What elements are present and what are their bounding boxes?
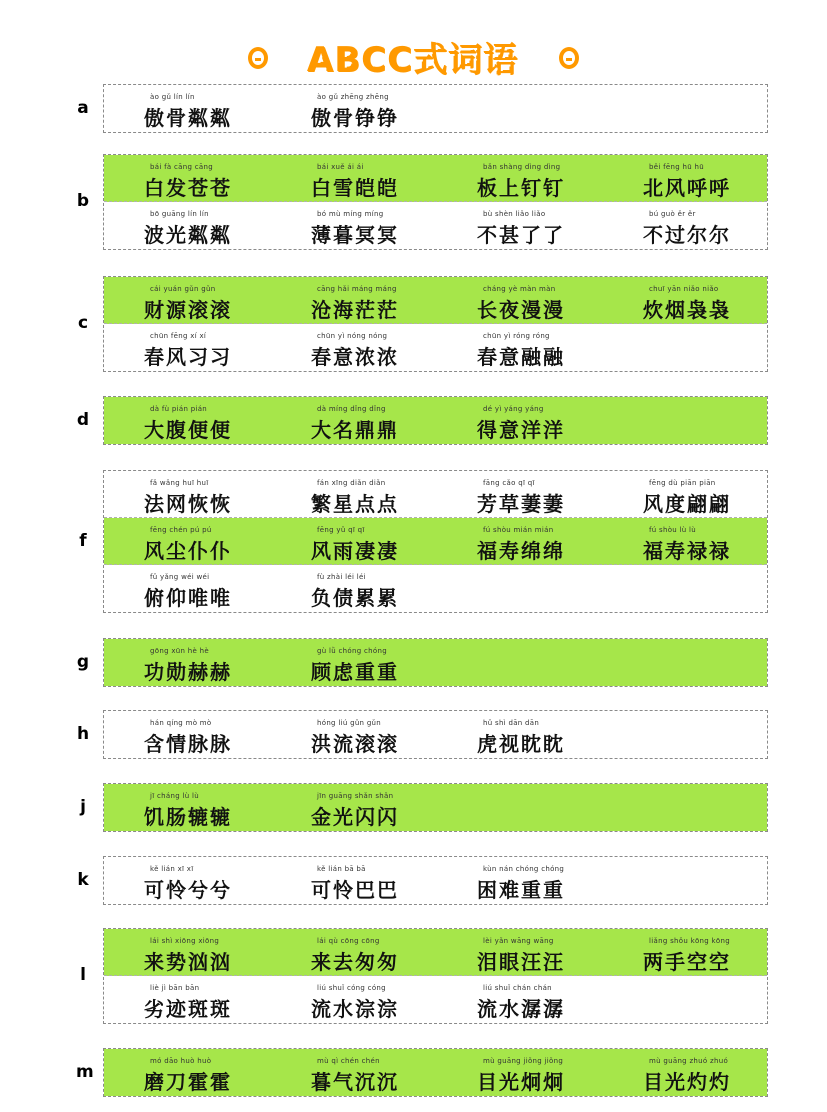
word-box bbox=[103, 1048, 768, 1097]
pinyin-text: mù qì chén chén bbox=[317, 1057, 380, 1065]
word-item bbox=[477, 929, 637, 975]
chinese-word: 北风呼呼 bbox=[643, 176, 731, 200]
word-row bbox=[104, 471, 767, 518]
chinese-word: 白雪皑皑 bbox=[311, 176, 399, 200]
chinese-word: 得意洋洋 bbox=[477, 418, 565, 442]
word-item bbox=[311, 518, 471, 564]
section-letter: l bbox=[80, 965, 86, 985]
word-item bbox=[144, 857, 304, 903]
word-row bbox=[104, 1049, 767, 1096]
chinese-word: 波光粼粼 bbox=[144, 223, 232, 247]
pinyin-text: hǔ shì dān dān bbox=[483, 719, 540, 727]
pinyin-text: ào gǔ lín lín bbox=[150, 93, 195, 101]
word-item bbox=[144, 518, 304, 564]
chinese-word: 流水淙淙 bbox=[311, 997, 399, 1021]
chinese-word: 白发苍苍 bbox=[144, 176, 232, 200]
word-row bbox=[104, 202, 767, 249]
pinyin-text: chūn fēng xí xí bbox=[150, 332, 207, 340]
chinese-word: 泪眼汪汪 bbox=[477, 950, 565, 974]
chinese-word: 磨刀霍霍 bbox=[144, 1070, 232, 1094]
pinyin-text: ào gǔ zhēng zhēng bbox=[317, 93, 389, 101]
word-item bbox=[477, 324, 637, 370]
pinyin-text: gù lǜ chóng chóng bbox=[317, 647, 387, 655]
word-row bbox=[104, 857, 767, 904]
word-row bbox=[104, 518, 767, 565]
chinese-word: 财源滚滚 bbox=[144, 298, 232, 322]
word-item bbox=[311, 397, 471, 443]
word-item bbox=[643, 471, 803, 517]
pinyin-text: chuī yān niǎo niǎo bbox=[649, 285, 719, 293]
word-item bbox=[144, 1049, 304, 1095]
word-item bbox=[311, 857, 471, 903]
chinese-word: 含情脉脉 bbox=[144, 732, 232, 756]
pinyin-text: bái xuě ái ái bbox=[317, 163, 364, 171]
word-item bbox=[643, 277, 803, 323]
minus-circle-icon bbox=[248, 47, 268, 69]
pinyin-text: cāng hǎi máng máng bbox=[317, 285, 397, 293]
word-item bbox=[477, 155, 637, 201]
chinese-word: 法网恢恢 bbox=[144, 492, 232, 516]
section-letter: b bbox=[76, 191, 90, 211]
word-row bbox=[104, 324, 767, 371]
chinese-word: 两手空空 bbox=[643, 950, 731, 974]
word-box bbox=[103, 928, 768, 1024]
section-letter: g bbox=[76, 651, 90, 672]
pinyin-text: bó mù míng míng bbox=[317, 210, 384, 218]
pinyin-text: fǎ wǎng huī huī bbox=[150, 479, 209, 487]
word-box bbox=[103, 470, 768, 613]
word-row bbox=[104, 784, 767, 831]
section-letter: m bbox=[76, 1061, 94, 1082]
word-item bbox=[477, 471, 637, 517]
word-box bbox=[103, 638, 768, 687]
pinyin-text: cái yuán gǔn gǔn bbox=[150, 285, 216, 293]
pinyin-text: dé yì yáng yáng bbox=[483, 405, 544, 413]
word-item bbox=[477, 518, 637, 564]
pinyin-text: bú guò ěr ěr bbox=[649, 210, 696, 218]
word-item bbox=[477, 1049, 637, 1095]
word-item bbox=[311, 324, 471, 370]
pinyin-text: chūn yì nóng nóng bbox=[317, 332, 388, 340]
word-item bbox=[643, 518, 803, 564]
word-row bbox=[104, 397, 767, 444]
word-item bbox=[311, 277, 471, 323]
word-row bbox=[104, 976, 767, 1023]
chinese-word: 福寿禄禄 bbox=[643, 539, 731, 563]
chinese-word: 板上钉钉 bbox=[477, 176, 565, 200]
word-item bbox=[144, 471, 304, 517]
pinyin-text: mù guāng jiǒng jiǒng bbox=[483, 1057, 564, 1065]
pinyin-text: chūn yì róng róng bbox=[483, 332, 550, 340]
pinyin-text: mù guāng zhuó zhuó bbox=[649, 1057, 729, 1065]
chinese-word: 目光炯炯 bbox=[477, 1070, 565, 1094]
pinyin-text: jī cháng lù lù bbox=[150, 792, 199, 800]
word-item bbox=[311, 471, 471, 517]
chinese-word: 虎视眈眈 bbox=[477, 732, 565, 756]
chinese-word: 顾虑重重 bbox=[311, 660, 399, 684]
word-item bbox=[144, 639, 304, 685]
word-item bbox=[477, 857, 637, 903]
pinyin-text: jīn guāng shǎn shǎn bbox=[317, 792, 394, 800]
chinese-word: 来势汹汹 bbox=[144, 950, 232, 974]
pinyin-text: lái shì xiōng xiōng bbox=[150, 937, 220, 945]
chinese-word: 困难重重 bbox=[477, 878, 565, 902]
word-row bbox=[104, 85, 767, 132]
word-item bbox=[311, 929, 471, 975]
chinese-word: 福寿绵绵 bbox=[477, 539, 565, 563]
pinyin-text: dà fù pián pián bbox=[150, 405, 208, 413]
word-box bbox=[103, 276, 768, 372]
word-item bbox=[643, 929, 803, 975]
pinyin-text: fú shòu mián mián bbox=[483, 526, 554, 534]
chinese-word: 繁星点点 bbox=[311, 492, 399, 516]
chinese-word: 流水潺潺 bbox=[477, 997, 565, 1021]
chinese-word: 暮气沉沉 bbox=[311, 1070, 399, 1094]
word-item bbox=[144, 397, 304, 443]
word-row bbox=[104, 155, 767, 202]
word-item bbox=[477, 397, 637, 443]
pinyin-text: hán qíng mò mò bbox=[150, 719, 212, 727]
word-item bbox=[643, 1049, 803, 1095]
word-item bbox=[144, 929, 304, 975]
pinyin-text: fēng yǔ qī qī bbox=[317, 526, 365, 534]
word-item bbox=[477, 976, 637, 1022]
chinese-word: 春意浓浓 bbox=[311, 345, 399, 369]
word-item bbox=[477, 711, 637, 757]
pinyin-text: cháng yè màn màn bbox=[483, 285, 556, 293]
pinyin-text: liǎng shǒu kōng kōng bbox=[649, 937, 730, 945]
pinyin-text: fēng dù piān piān bbox=[649, 479, 716, 487]
word-item bbox=[144, 976, 304, 1022]
chinese-word: 不甚了了 bbox=[477, 223, 565, 247]
chinese-word: 傲骨铮铮 bbox=[311, 106, 399, 130]
chinese-word: 风尘仆仆 bbox=[144, 539, 232, 563]
word-item bbox=[311, 565, 471, 611]
word-box bbox=[103, 710, 768, 759]
section-letter: f bbox=[79, 530, 87, 551]
pinyin-text: gōng xūn hè hè bbox=[150, 647, 209, 655]
word-item bbox=[311, 784, 471, 830]
chinese-word: 目光灼灼 bbox=[643, 1070, 731, 1094]
chinese-word: 沧海茫茫 bbox=[311, 298, 399, 322]
pinyin-text: lái qù cōng cōng bbox=[317, 937, 380, 945]
chinese-word: 可怜兮兮 bbox=[144, 878, 232, 902]
pinyin-text: fēng chén pú pú bbox=[150, 526, 212, 534]
chinese-word: 芳草萋萋 bbox=[477, 492, 565, 516]
section-letter: k bbox=[77, 869, 89, 890]
chinese-word: 劣迹斑斑 bbox=[144, 997, 232, 1021]
pinyin-text: dà míng dǐng dǐng bbox=[317, 405, 386, 413]
word-item bbox=[144, 85, 304, 131]
pinyin-text: bù shèn liǎo liǎo bbox=[483, 210, 546, 218]
chinese-word: 可怜巴巴 bbox=[311, 878, 399, 902]
minus-circle-icon bbox=[559, 47, 579, 69]
word-item bbox=[144, 565, 304, 611]
word-row bbox=[104, 929, 767, 976]
chinese-word: 长夜漫漫 bbox=[477, 298, 565, 322]
pinyin-text: mó dāo huò huò bbox=[150, 1057, 212, 1065]
section-letter: d bbox=[76, 409, 90, 430]
chinese-word: 大腹便便 bbox=[144, 418, 232, 442]
chinese-word: 傲骨粼粼 bbox=[144, 106, 232, 130]
pinyin-text: kě lián bā bā bbox=[317, 865, 366, 873]
word-item bbox=[643, 202, 803, 248]
word-box bbox=[103, 154, 768, 250]
word-item bbox=[311, 155, 471, 201]
word-row bbox=[104, 565, 767, 612]
pinyin-text: kùn nán chóng chóng bbox=[483, 865, 565, 873]
word-item bbox=[477, 277, 637, 323]
pinyin-text: hóng liú gǔn gǔn bbox=[317, 719, 382, 727]
chinese-word: 春意融融 bbox=[477, 345, 565, 369]
chinese-word: 薄暮冥冥 bbox=[311, 223, 399, 247]
word-item bbox=[311, 202, 471, 248]
chinese-word: 负债累累 bbox=[311, 586, 399, 610]
pinyin-text: lèi yǎn wāng wāng bbox=[483, 937, 554, 945]
chinese-word: 风度翩翩 bbox=[643, 492, 731, 516]
word-row bbox=[104, 639, 767, 686]
section-letter: a bbox=[77, 97, 89, 118]
word-row bbox=[104, 277, 767, 324]
page-title: ABCC式词语 bbox=[307, 41, 520, 81]
word-row bbox=[104, 711, 767, 758]
chinese-word: 风雨凄凄 bbox=[311, 539, 399, 563]
chinese-word: 洪流滚滚 bbox=[311, 732, 399, 756]
pinyin-text: běi fēng hū hū bbox=[649, 163, 704, 171]
pinyin-text: fán xīng diǎn diǎn bbox=[317, 479, 386, 487]
word-item bbox=[144, 155, 304, 201]
word-item bbox=[144, 202, 304, 248]
word-item bbox=[311, 85, 471, 131]
section-letter: h bbox=[76, 723, 90, 744]
pinyin-text: fāng cǎo qī qī bbox=[483, 479, 535, 487]
chinese-word: 大名鼎鼎 bbox=[311, 418, 399, 442]
chinese-word: 炊烟袅袅 bbox=[643, 298, 731, 322]
word-box bbox=[103, 84, 768, 133]
word-box bbox=[103, 783, 768, 832]
word-item bbox=[144, 711, 304, 757]
chinese-word: 金光闪闪 bbox=[311, 805, 399, 829]
chinese-word: 饥肠辘辘 bbox=[144, 805, 232, 829]
pinyin-text: bái fà cāng cāng bbox=[150, 163, 213, 171]
word-item bbox=[311, 976, 471, 1022]
word-item bbox=[643, 155, 803, 201]
word-item bbox=[144, 277, 304, 323]
pinyin-text: liú shuǐ chán chán bbox=[483, 984, 552, 992]
pinyin-text: bō guāng lín lín bbox=[150, 210, 209, 218]
section-letter: c bbox=[77, 313, 89, 333]
chinese-word: 来去匆匆 bbox=[311, 950, 399, 974]
word-item bbox=[144, 784, 304, 830]
pinyin-text: fǔ yǎng wéi wéi bbox=[150, 573, 210, 581]
word-item bbox=[311, 711, 471, 757]
chinese-word: 俯仰唯唯 bbox=[144, 586, 232, 610]
pinyin-text: bǎn shàng dìng dìng bbox=[483, 163, 561, 171]
chinese-word: 不过尔尔 bbox=[643, 223, 731, 247]
word-item bbox=[311, 1049, 471, 1095]
pinyin-text: fú shòu lù lù bbox=[649, 526, 697, 534]
word-item bbox=[311, 639, 471, 685]
word-item bbox=[477, 202, 637, 248]
pinyin-text: liè jì bān bān bbox=[150, 984, 200, 992]
pinyin-text: fù zhài léi léi bbox=[317, 573, 366, 581]
chinese-word: 功勋赫赫 bbox=[144, 660, 232, 684]
word-box bbox=[103, 856, 768, 905]
page-title-bar bbox=[0, 33, 827, 82]
word-item bbox=[144, 324, 304, 370]
pinyin-text: kě lián xī xī bbox=[150, 865, 194, 873]
pinyin-text: liú shuǐ cóng cóng bbox=[317, 984, 386, 992]
word-box bbox=[103, 396, 768, 445]
section-letter: j bbox=[80, 796, 86, 817]
chinese-word: 春风习习 bbox=[144, 345, 232, 369]
